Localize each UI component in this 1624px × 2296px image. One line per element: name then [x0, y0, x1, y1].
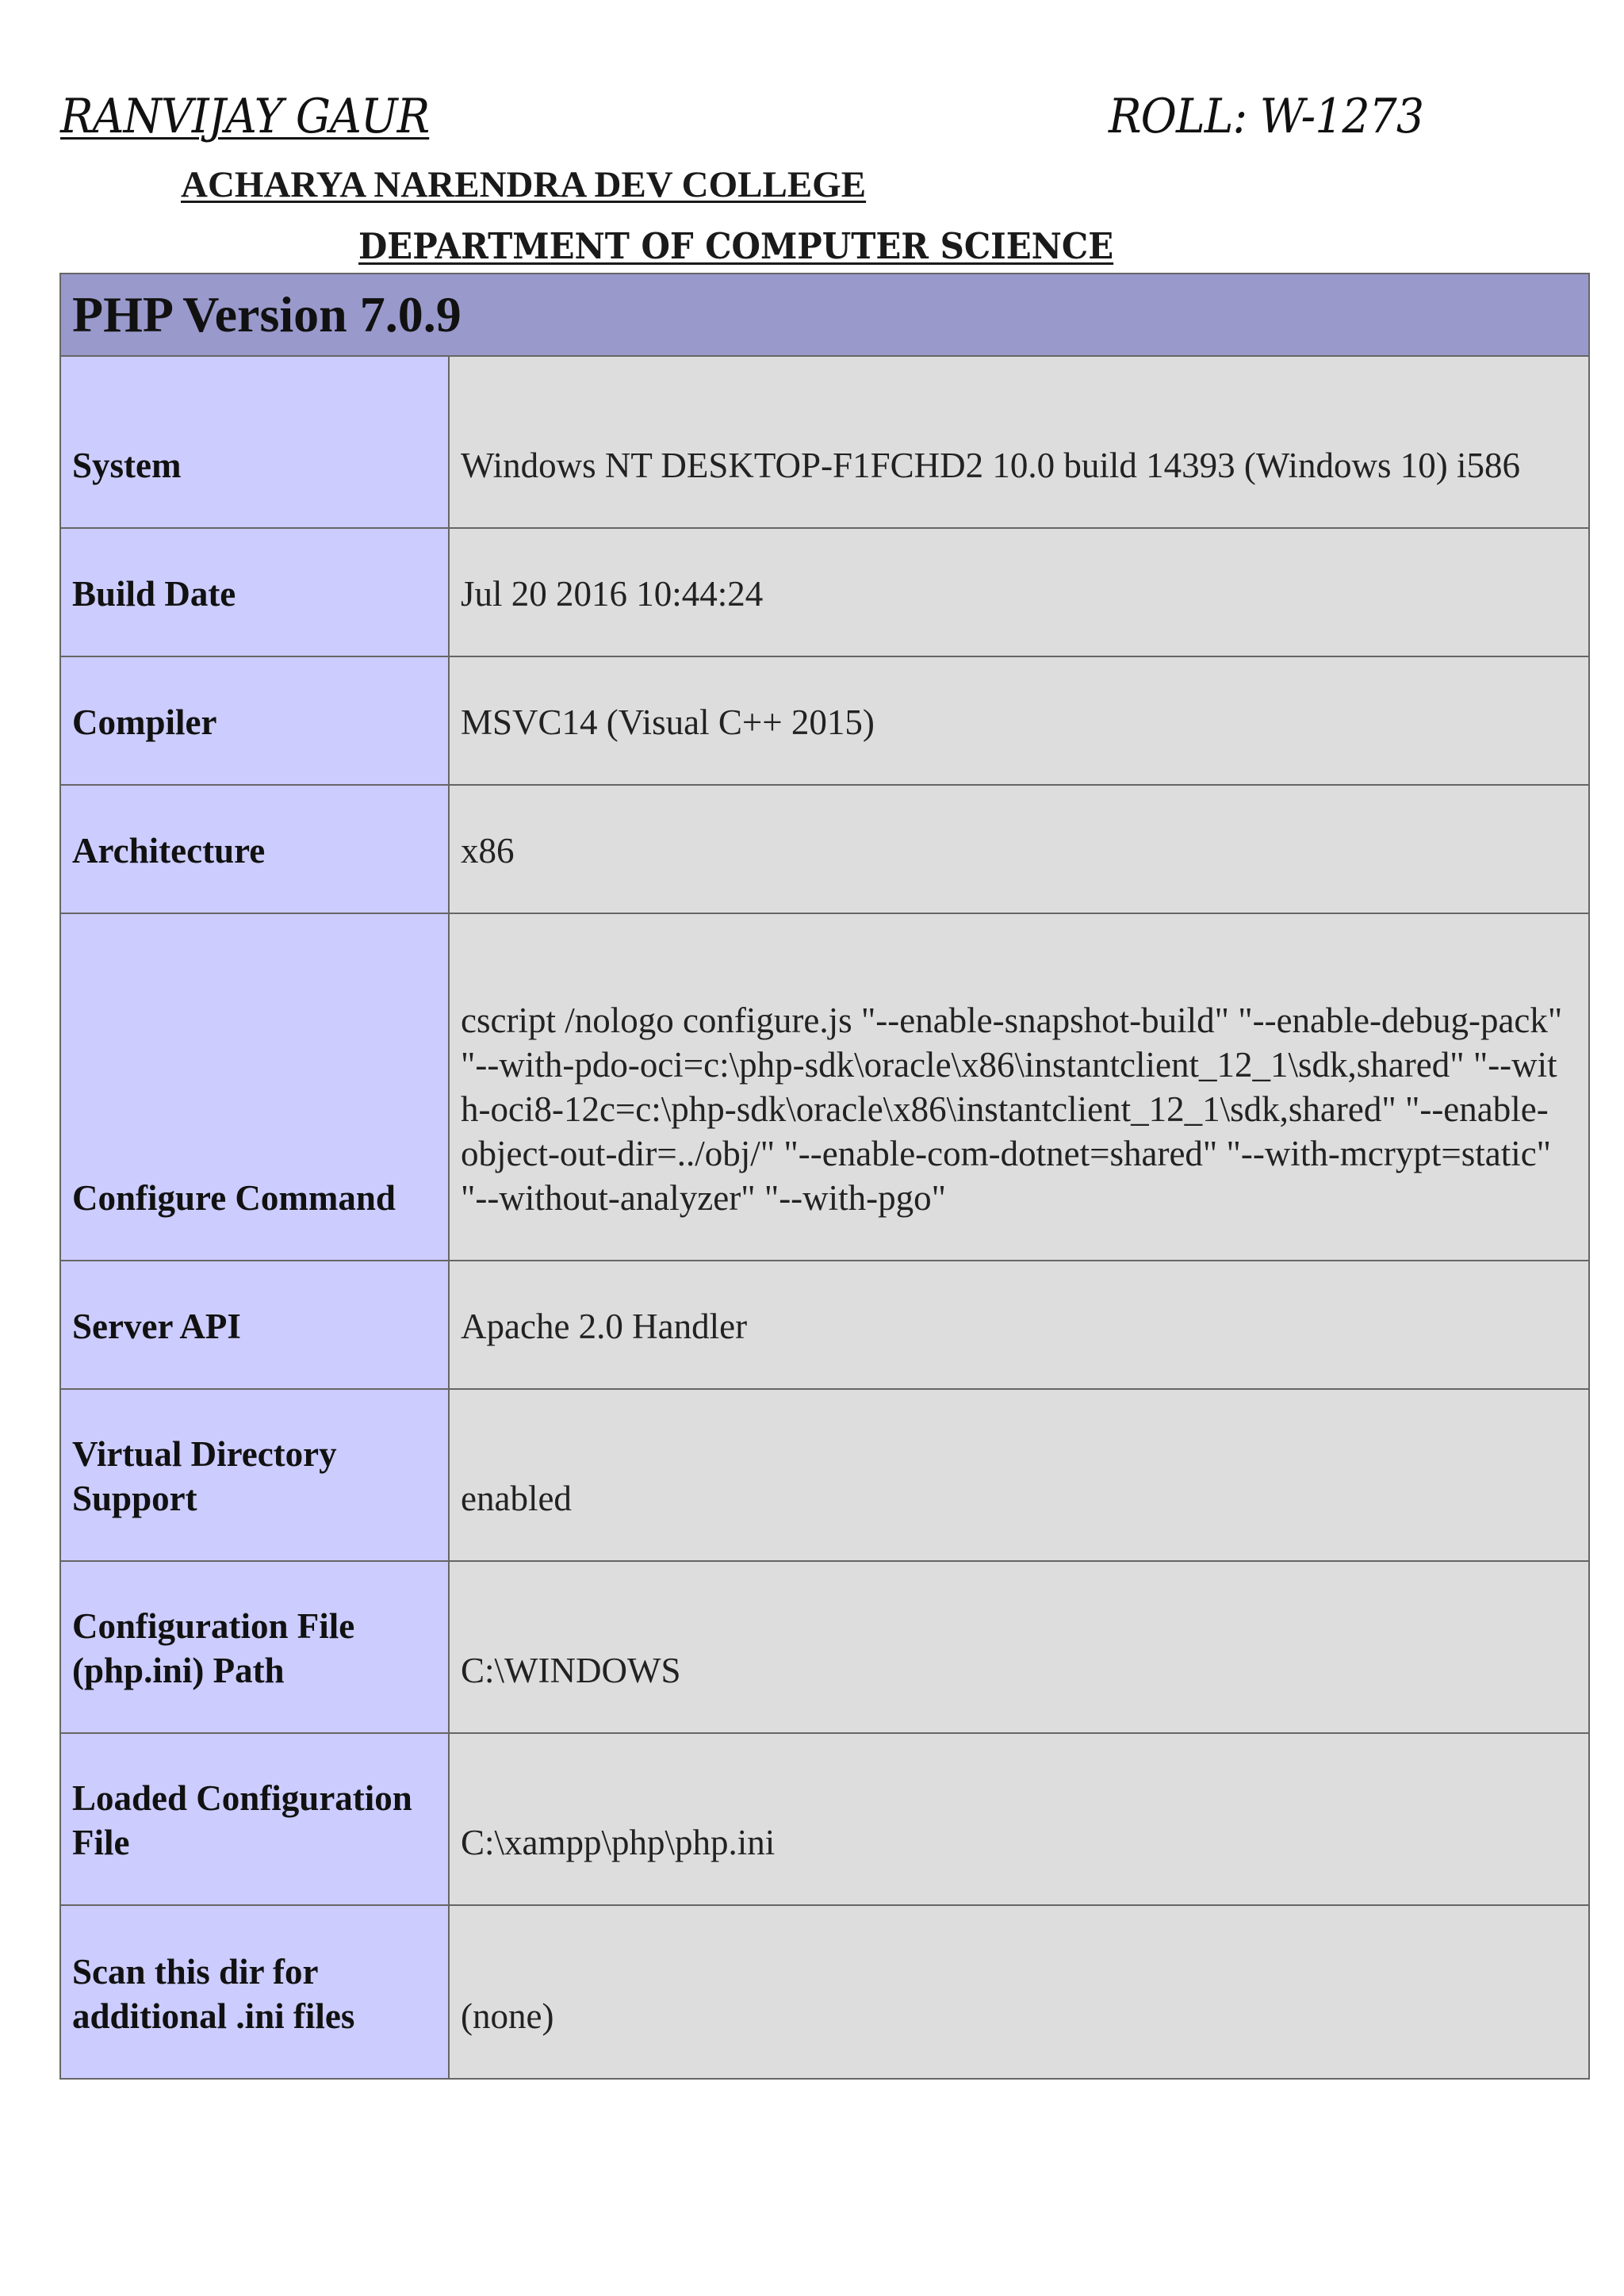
php-version-title: PHP Version 7.0.9 [72, 286, 462, 342]
row-value: Windows NT DESKTOP-F1FCHD2 10.0 build 14393 (Windows 10) i586 [450, 357, 1588, 527]
row-value: cscript /nologo configure.js "--enable-snapshot-build" "--enable-debug-pack" "--with-pdo-oci=c:\php-sdk\oracle\x86\instantclient_12_1\sdk,shared" "--with-oci8-12c=c:\php-sdk\oracle\x86\instantclient_12_1\sdk,shared" "--enable-object-out-dir=../obj/" "--enable-com-dotnet=shared" "--with-mcrypt=static" "--without-analyzer" "--with-pgo" [450, 914, 1588, 1260]
row-key: Architecture [61, 786, 450, 913]
row-key: System [61, 357, 450, 527]
table-row-server-api [61, 1261, 1588, 1390]
table-row-virtual-directory [61, 1390, 1588, 1562]
row-value: (none) [450, 1906, 1588, 2078]
table-row-configure-command [61, 914, 1588, 1261]
row-value: C:\WINDOWS [450, 1562, 1588, 1732]
row-value: x86 [450, 786, 1588, 913]
row-key: Server API [61, 1261, 450, 1388]
roll-number: ROLL: W-1273 [1109, 89, 1424, 144]
row-key: Build Date [61, 529, 450, 656]
row-key: Virtual Directory Support [61, 1390, 450, 1560]
row-value: Jul 20 2016 10:44:24 [450, 529, 1588, 656]
row-key: Scan this dir for additional .ini files [61, 1906, 450, 2078]
row-key: Configure Command [61, 914, 450, 1260]
row-key: Loaded Configuration File [61, 1734, 450, 1904]
row-value: enabled [450, 1390, 1588, 1560]
table-row-config-file-path [61, 1562, 1588, 1734]
row-key: Compiler [61, 657, 450, 784]
row-value: C:\xampp\php\php.ini [450, 1734, 1588, 1904]
row-key: Configuration File (php.ini) Path [61, 1562, 450, 1732]
row-value: Apache 2.0 Handler [450, 1261, 1588, 1388]
table-row-architecture [61, 786, 1588, 914]
table-row-scan-dir [61, 1906, 1588, 2078]
php-version-header [61, 274, 1588, 357]
row-value: MSVC14 (Visual C++ 2015) [450, 657, 1588, 784]
table-row-build-date [61, 529, 1588, 657]
table-row-compiler [61, 657, 1588, 786]
department-name: DEPARTMENT OF COMPUTER SCIENCE [358, 225, 1114, 267]
php-info-table [59, 273, 1590, 2080]
college-name: ACHARYA NARENDRA DEV COLLEGE [181, 164, 867, 205]
table-row-loaded-config-file [61, 1734, 1588, 1906]
table-row-system [61, 357, 1588, 529]
student-name: RANVIJAY GAUR [60, 89, 430, 144]
